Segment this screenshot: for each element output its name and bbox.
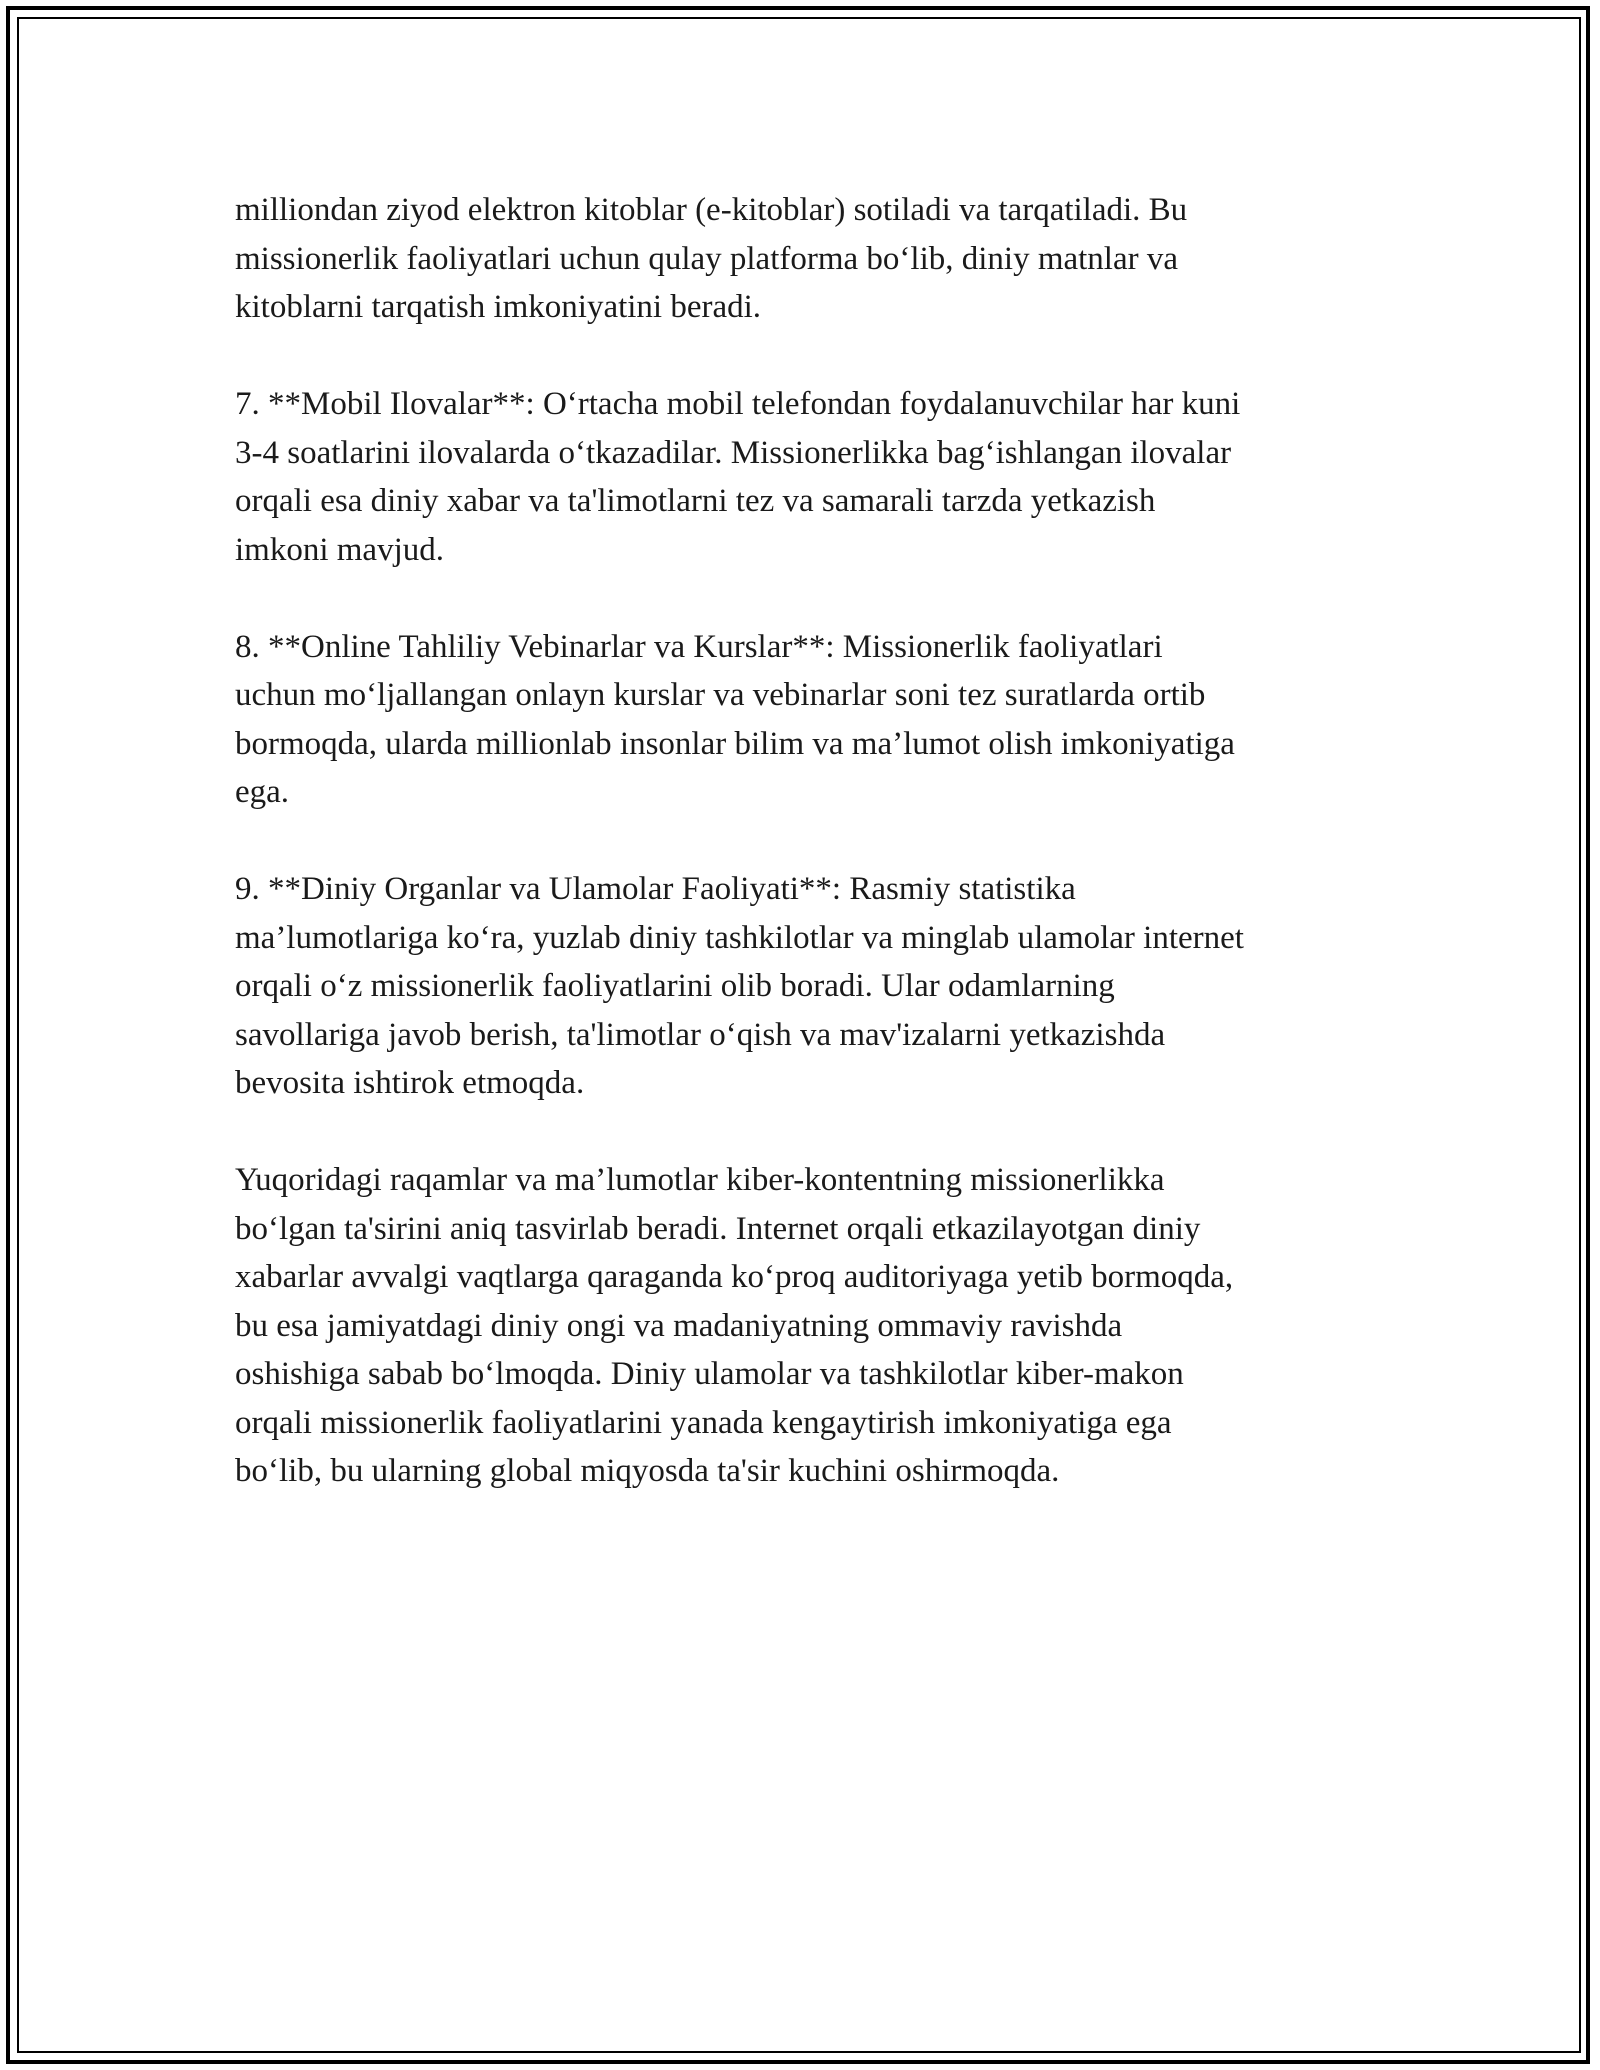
paragraph-religious-organizations: 9. **Diniy Organlar va Ulamolar Faoliyati**: Rasmiy statistika ma’lumotlariga ko‘ra, yuzlab diniy tashkilotlar va minglab ulamolar internet orqali o‘z missionerlik faoliyatlarini olib boradi. Ular odamlarning savollariga javob berish, ta'limotlar o‘qish va mav'izalarni yetkazishda bevosita ishtirok etmoqda. xyxy=(235,871,1244,1101)
paragraph-conclusion: Yuqoridagi raqamlar va ma’lumotlar kiber-kontentning missionerlikka bo‘lgan ta'sirini aniq tasvirlab beradi. Internet orqali etkazilayotgan diniy xabarlar avvalgi vaqtlarga qaraganda ko‘proq auditoriyaga yetib bormoqda, bu esa jamiyatdagi diniy ongi va madaniyatning ommaviy ravishda oshishiga sabab bo‘lmoqda. Diniy ulamolar va tashkilotlar kiber-makon orqali missionerlik faoliyatlarini yanada kengaytirish imkoniyatiga ega bo‘lib, bu ularning global miqyosda ta'sir kuchini oshirmoqda. xyxy=(235,1162,1234,1489)
paragraph-ebooks: milliondan ziyod elektron kitoblar (e-kitoblar) sotiladi va tarqatiladi. Bu missionerlik faoliyatlari uchun qulay platforma bo‘lib, diniy matnlar va kitoblarni tarqatish imkoniyatini beradi. xyxy=(235,192,1188,325)
paragraph-mobile-apps: 7. **Mobil Ilovalar**: O‘rtacha mobil telefondan foydalanuvchilar har kuni 3-4 soatlarini ilovalarda o‘tkazadilar. Missionerlikka bag‘ishlangan ilovalar orqali esa diniy xabar va ta'limotlarni tez va samarali tarzda yetkazish imkoni mavjud. xyxy=(235,386,1241,568)
document-body xyxy=(235,186,1365,1544)
paragraph-online-webinars: 8. **Online Tahliliy Vebinarlar va Kurslar**: Missionerlik faoliyatlari uchun mo‘ljallangan onlayn kurslar va vebinarlar soni tez suratlarda ortib bormoqda, ularda millionlab insonlar bilim va ma’lumot olish imkoniyatiga ega. xyxy=(235,628,1235,810)
